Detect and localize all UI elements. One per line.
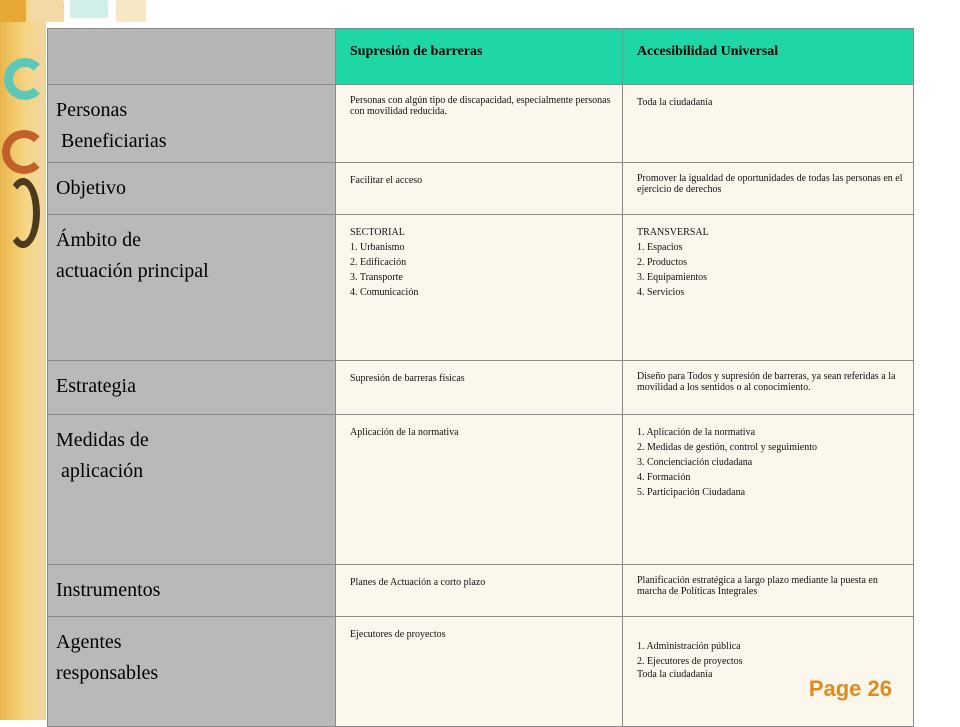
cell-text: 2. Medidas de gestión, control y seguimiento: [637, 442, 817, 453]
cell-accesibilidad: [623, 85, 914, 163]
cell-text: Diseño para Todos y supresión de barreras, ya sean referidas a la movilidad a los sentidos o al conocimiento.: [637, 371, 896, 393]
row-label-line: Instrumentos: [56, 579, 161, 601]
row-label-line: Personas: [56, 99, 128, 121]
comparison-table: [47, 28, 914, 727]
row-label-instrumentos: [48, 565, 336, 617]
cell-text: Promover la igualdad de oportunidades de todas las personas en el ejercicio de derechos: [637, 173, 903, 195]
cell-accesibilidad: [623, 415, 914, 565]
table-row: [48, 415, 914, 565]
cell-text: Ejecutores de proyectos: [350, 629, 446, 640]
cell-text: 4. Comunicación: [350, 287, 419, 298]
table-row: [48, 565, 914, 617]
cell-supresion: [336, 163, 623, 215]
cell-text: 5. Participación Ciudadana: [637, 487, 746, 498]
cell-text: 2. Edificación: [350, 257, 407, 268]
row-label-line: Beneficiarias: [56, 130, 167, 152]
row-label-ambito: [48, 215, 336, 361]
row-label-agentes: [48, 617, 336, 727]
cell-accesibilidad: [623, 565, 914, 617]
cell-accesibilidad: [623, 215, 914, 361]
cell-text: SECTORIAL: [350, 227, 405, 238]
decorative-top-squares: [0, 0, 160, 30]
header-supresion-barreras: Supresión de barreras: [336, 29, 623, 85]
row-label-line: responsables: [56, 662, 159, 684]
cell-text: 1. Espacios: [637, 242, 683, 253]
table-header-row: [48, 29, 914, 85]
cell-text: Personas con algún tipo de discapacidad, especialmente personas con movilidad reducida.: [350, 95, 611, 117]
cell-supresion: [336, 565, 623, 617]
row-label-estrategia: [48, 361, 336, 415]
page-number: Page 26: [808, 676, 892, 701]
cell-text: Planes de Actuación a corto plazo: [350, 577, 486, 588]
cell-accesibilidad: [623, 617, 914, 727]
row-label-personas-beneficiarias: [48, 85, 336, 163]
row-label-line: Agentes: [56, 631, 122, 653]
header-accesibilidad-universal: Accesibilidad Universal: [623, 29, 914, 85]
decorative-side-strip: [0, 0, 46, 720]
cell-supresion: [336, 617, 623, 727]
cell-text: TRANSVERSAL: [637, 227, 709, 238]
header-blank-cell: [48, 29, 336, 85]
cell-accesibilidad: [623, 361, 914, 415]
decorative-teal-arc-icon: [4, 58, 46, 100]
cell-text: 4. Formación: [637, 472, 691, 483]
row-label-line: actuación principal: [56, 260, 209, 282]
cell-supresion: [336, 415, 623, 565]
table-row: [48, 361, 914, 415]
cell-text: Toda la ciudadanía: [637, 669, 713, 680]
cell-text: 3. Concienciación ciudadana: [637, 457, 753, 468]
cell-text: Facilitar el acceso: [350, 175, 423, 186]
table-row: [48, 617, 914, 727]
cell-text: 2. Productos: [637, 257, 687, 268]
cell-supresion: [336, 215, 623, 361]
cell-text: 2. Ejecutores de proyectos: [637, 656, 743, 667]
cell-text: 1. Urbanismo: [350, 242, 405, 253]
decorative-brown-arc-icon: [6, 178, 40, 248]
cell-text: 1. Aplicación de la normativa: [637, 427, 756, 438]
cell-supresion: [336, 361, 623, 415]
row-label-line: Ámbito de: [56, 229, 141, 251]
row-label-line: Objetivo: [56, 177, 126, 199]
table-row: [48, 215, 914, 361]
row-label-line: Estrategia: [56, 375, 136, 397]
cell-text: 4. Servicios: [637, 287, 685, 298]
cell-accesibilidad: [623, 163, 914, 215]
cell-text: Aplicación de la normativa: [350, 427, 459, 438]
cell-text: 1. Administración pública: [637, 641, 741, 652]
cell-text: Supresión de barreras físicas: [350, 373, 465, 384]
row-label-line: aplicación: [56, 460, 144, 482]
decorative-orange-arc-icon: [2, 130, 46, 174]
table-row: [48, 163, 914, 215]
cell-text: 3. Equipamientos: [637, 272, 707, 283]
table-row: [48, 85, 914, 163]
cell-text: 3. Transporte: [350, 272, 403, 283]
cell-text: Toda la ciudadanía: [637, 97, 713, 108]
row-label-line: Medidas de: [56, 429, 149, 451]
cell-text: Planificación estratégica a largo plazo mediante la puesta en marcha de Políticas Integrales: [637, 575, 878, 597]
row-label-objetivo: [48, 163, 336, 215]
cell-supresion: [336, 85, 623, 163]
row-label-medidas: [48, 415, 336, 565]
